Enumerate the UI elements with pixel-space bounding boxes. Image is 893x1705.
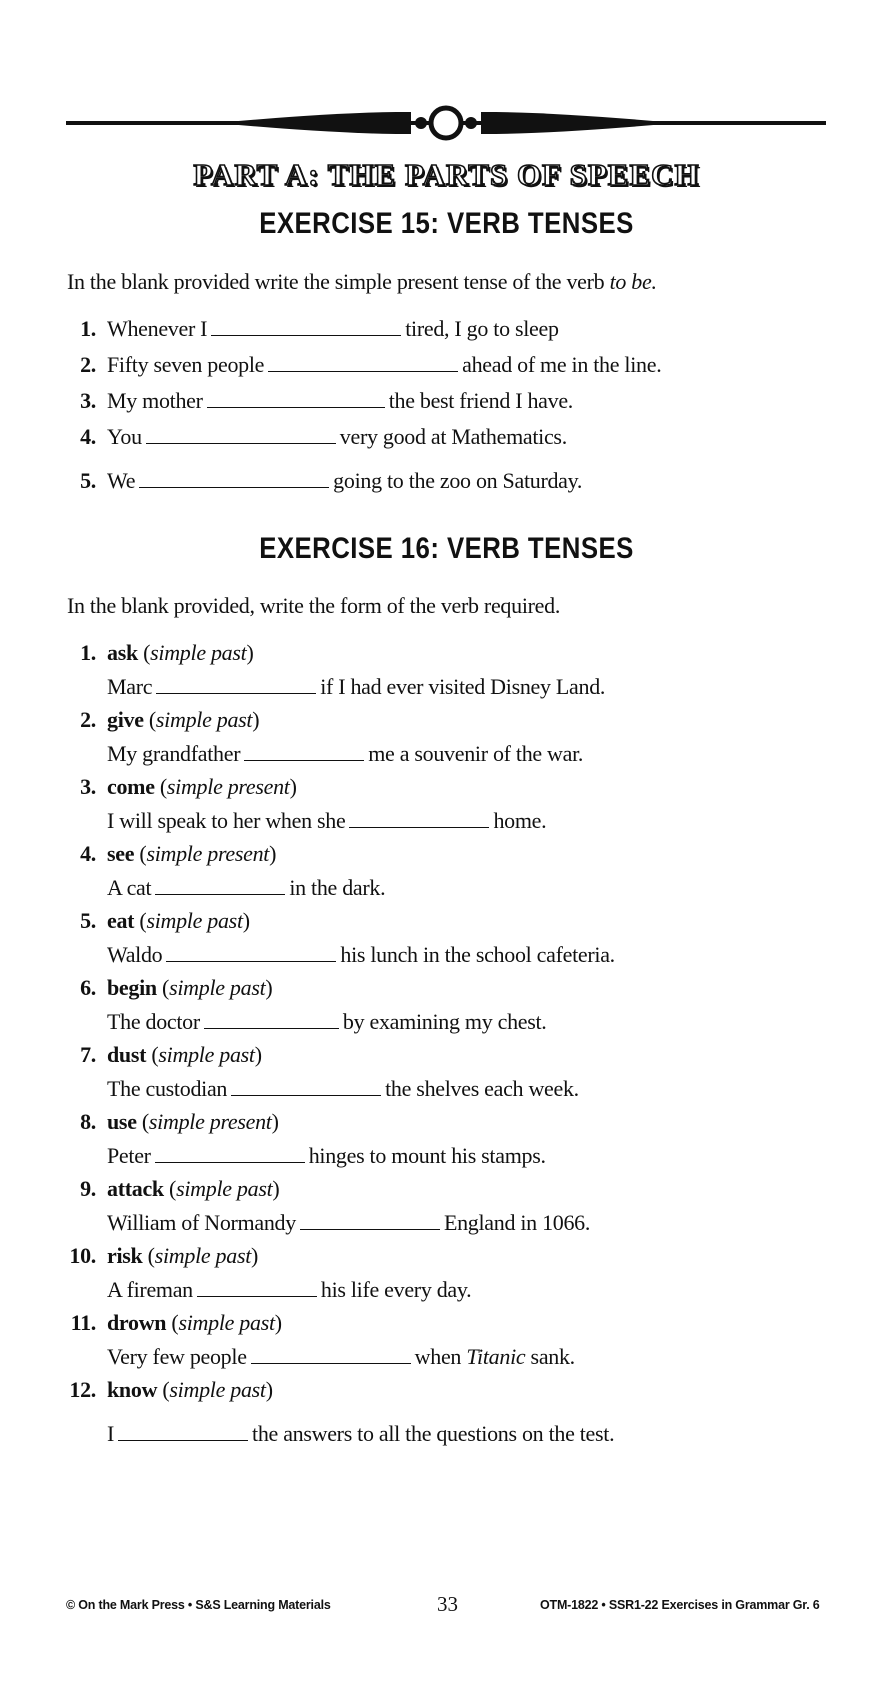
item-number: 3. (80, 774, 96, 799)
item-text-before: Peter (107, 1143, 151, 1168)
item-number: 1. (80, 640, 96, 665)
tense: simple past (178, 1310, 275, 1335)
item-text-after: in the dark. (289, 875, 386, 900)
verb: attack (107, 1176, 164, 1201)
footer-publisher: © On the Mark Press • S&S Learning Materials (66, 1598, 331, 1612)
exercise-16-title: EXERCISE 16: VERB TENSES (259, 532, 634, 565)
item-number: 12. (69, 1377, 96, 1402)
item-text-before: A fireman (107, 1277, 193, 1302)
footer-catalog: OTM-1822 • SSR1-22 Exercises in Grammar Gr. 6 (540, 1598, 820, 1612)
tense: simple present (148, 1109, 272, 1134)
answer-blank[interactable] (156, 675, 316, 694)
tense: simple past (176, 1176, 273, 1201)
item-text-after: hinges to mount his stamps. (308, 1143, 546, 1168)
exercise-15-instruction: In the blank provided write the simple present tense of the verb to be. (67, 269, 657, 294)
tense: simple past (155, 707, 253, 732)
item-text-after: his life every day. (320, 1277, 472, 1302)
item-number: 11. (70, 1310, 96, 1335)
verb: eat (107, 908, 135, 933)
verb: dust (107, 1042, 147, 1067)
exercise-16-instruction: In the blank provided, write the form of the verb required. (67, 593, 561, 618)
item-text-after: when Titanic sank. (414, 1344, 575, 1369)
item-text-before: You (107, 424, 142, 449)
item-text-before: The custodian (107, 1076, 228, 1101)
item-text-before: Waldo (107, 942, 163, 967)
answer-blank[interactable] (349, 809, 489, 828)
item-text-after: ahead of me in the line. (462, 352, 662, 377)
item-text-after: the best friend I have. (388, 388, 573, 413)
item-text-after: home. (493, 808, 547, 833)
tense: simple past (169, 1377, 266, 1402)
answer-blank[interactable] (251, 1345, 411, 1364)
item-number: 7. (80, 1042, 96, 1067)
answer-blank[interactable] (146, 425, 336, 444)
answer-blank[interactable] (155, 1144, 305, 1163)
item-text-before: My mother (107, 388, 203, 413)
item-text-after: me a souvenir of the war. (368, 741, 584, 766)
item-text-before: I will speak to her when she (107, 808, 346, 833)
verb: drown (107, 1310, 167, 1335)
item-number: 8. (80, 1109, 96, 1134)
item-text-before: Very few people (107, 1344, 247, 1369)
tense: simple present (166, 774, 290, 799)
answer-blank[interactable] (204, 1010, 339, 1029)
verb: risk (107, 1243, 143, 1268)
item-number: 4. (80, 424, 96, 449)
item-number: 1. (80, 316, 96, 341)
answer-blank[interactable] (244, 742, 364, 761)
item-text-before: The doctor (107, 1009, 200, 1034)
item-text-after: tired, I go to sleep (405, 316, 559, 341)
item-text-after: his lunch in the school cafeteria. (340, 942, 615, 967)
item-text-before: I (107, 1421, 115, 1446)
item-number: 6. (80, 975, 96, 1000)
item-number: 2. (80, 352, 96, 377)
ornament-divider (66, 95, 826, 155)
answer-blank[interactable] (300, 1211, 440, 1230)
exercise-15-title: EXERCISE 15: VERB TENSES (259, 207, 634, 240)
answer-blank[interactable] (139, 469, 329, 488)
answer-blank[interactable] (268, 353, 458, 372)
item-text-before: Whenever I (107, 316, 208, 341)
verb: give (107, 707, 144, 732)
answer-blank[interactable] (166, 943, 336, 962)
item-number: 10. (69, 1243, 96, 1268)
verb: know (107, 1377, 158, 1402)
item-text-before: A cat (107, 875, 152, 900)
answer-blank[interactable] (231, 1077, 381, 1096)
tense: simple past (169, 975, 266, 1000)
tense: simple past (158, 1042, 255, 1067)
item-number: 5. (80, 908, 96, 933)
item-text-before: Marc (107, 674, 153, 699)
item-number: 3. (80, 388, 96, 413)
answer-blank[interactable] (207, 389, 385, 408)
item-text-after: going to the zoo on Saturday. (333, 468, 583, 493)
item-text-after: by examining my chest. (342, 1009, 547, 1034)
item-text-before: Fifty seven people (107, 352, 265, 377)
item-text-before: William of Normandy (107, 1210, 296, 1235)
item-text-after: if I had ever visited Disney Land. (320, 674, 606, 699)
item-text-before: My grandfather (107, 741, 241, 766)
answer-blank[interactable] (118, 1422, 248, 1441)
tense: simple past (150, 640, 247, 665)
answer-blank[interactable] (211, 317, 401, 336)
page-number: 33 (437, 1592, 458, 1616)
item-number: 2. (80, 707, 96, 732)
answer-blank[interactable] (197, 1278, 317, 1297)
item-text-after: England in 1066. (443, 1210, 591, 1235)
answer-blank[interactable] (155, 876, 285, 895)
part-title: PART A: THE PARTS OF SPEECH (193, 157, 700, 192)
item-text-after: very good at Mathematics. (339, 424, 567, 449)
item-text-before: We (107, 468, 136, 493)
verb: use (107, 1109, 137, 1134)
tense: simple past (146, 908, 243, 933)
item-text-after: the shelves each week. (385, 1076, 579, 1101)
item-number: 4. (80, 841, 96, 866)
verb: come (107, 774, 155, 799)
tense: simple present (146, 841, 270, 866)
item-number: 9. (80, 1176, 96, 1201)
verb: ask (107, 640, 138, 665)
item-text-after: the answers to all the questions on the test. (252, 1421, 615, 1446)
tense: simple past (154, 1243, 252, 1268)
item-number: 5. (80, 468, 96, 493)
verb: see (107, 841, 135, 866)
verb: begin (107, 975, 157, 1000)
